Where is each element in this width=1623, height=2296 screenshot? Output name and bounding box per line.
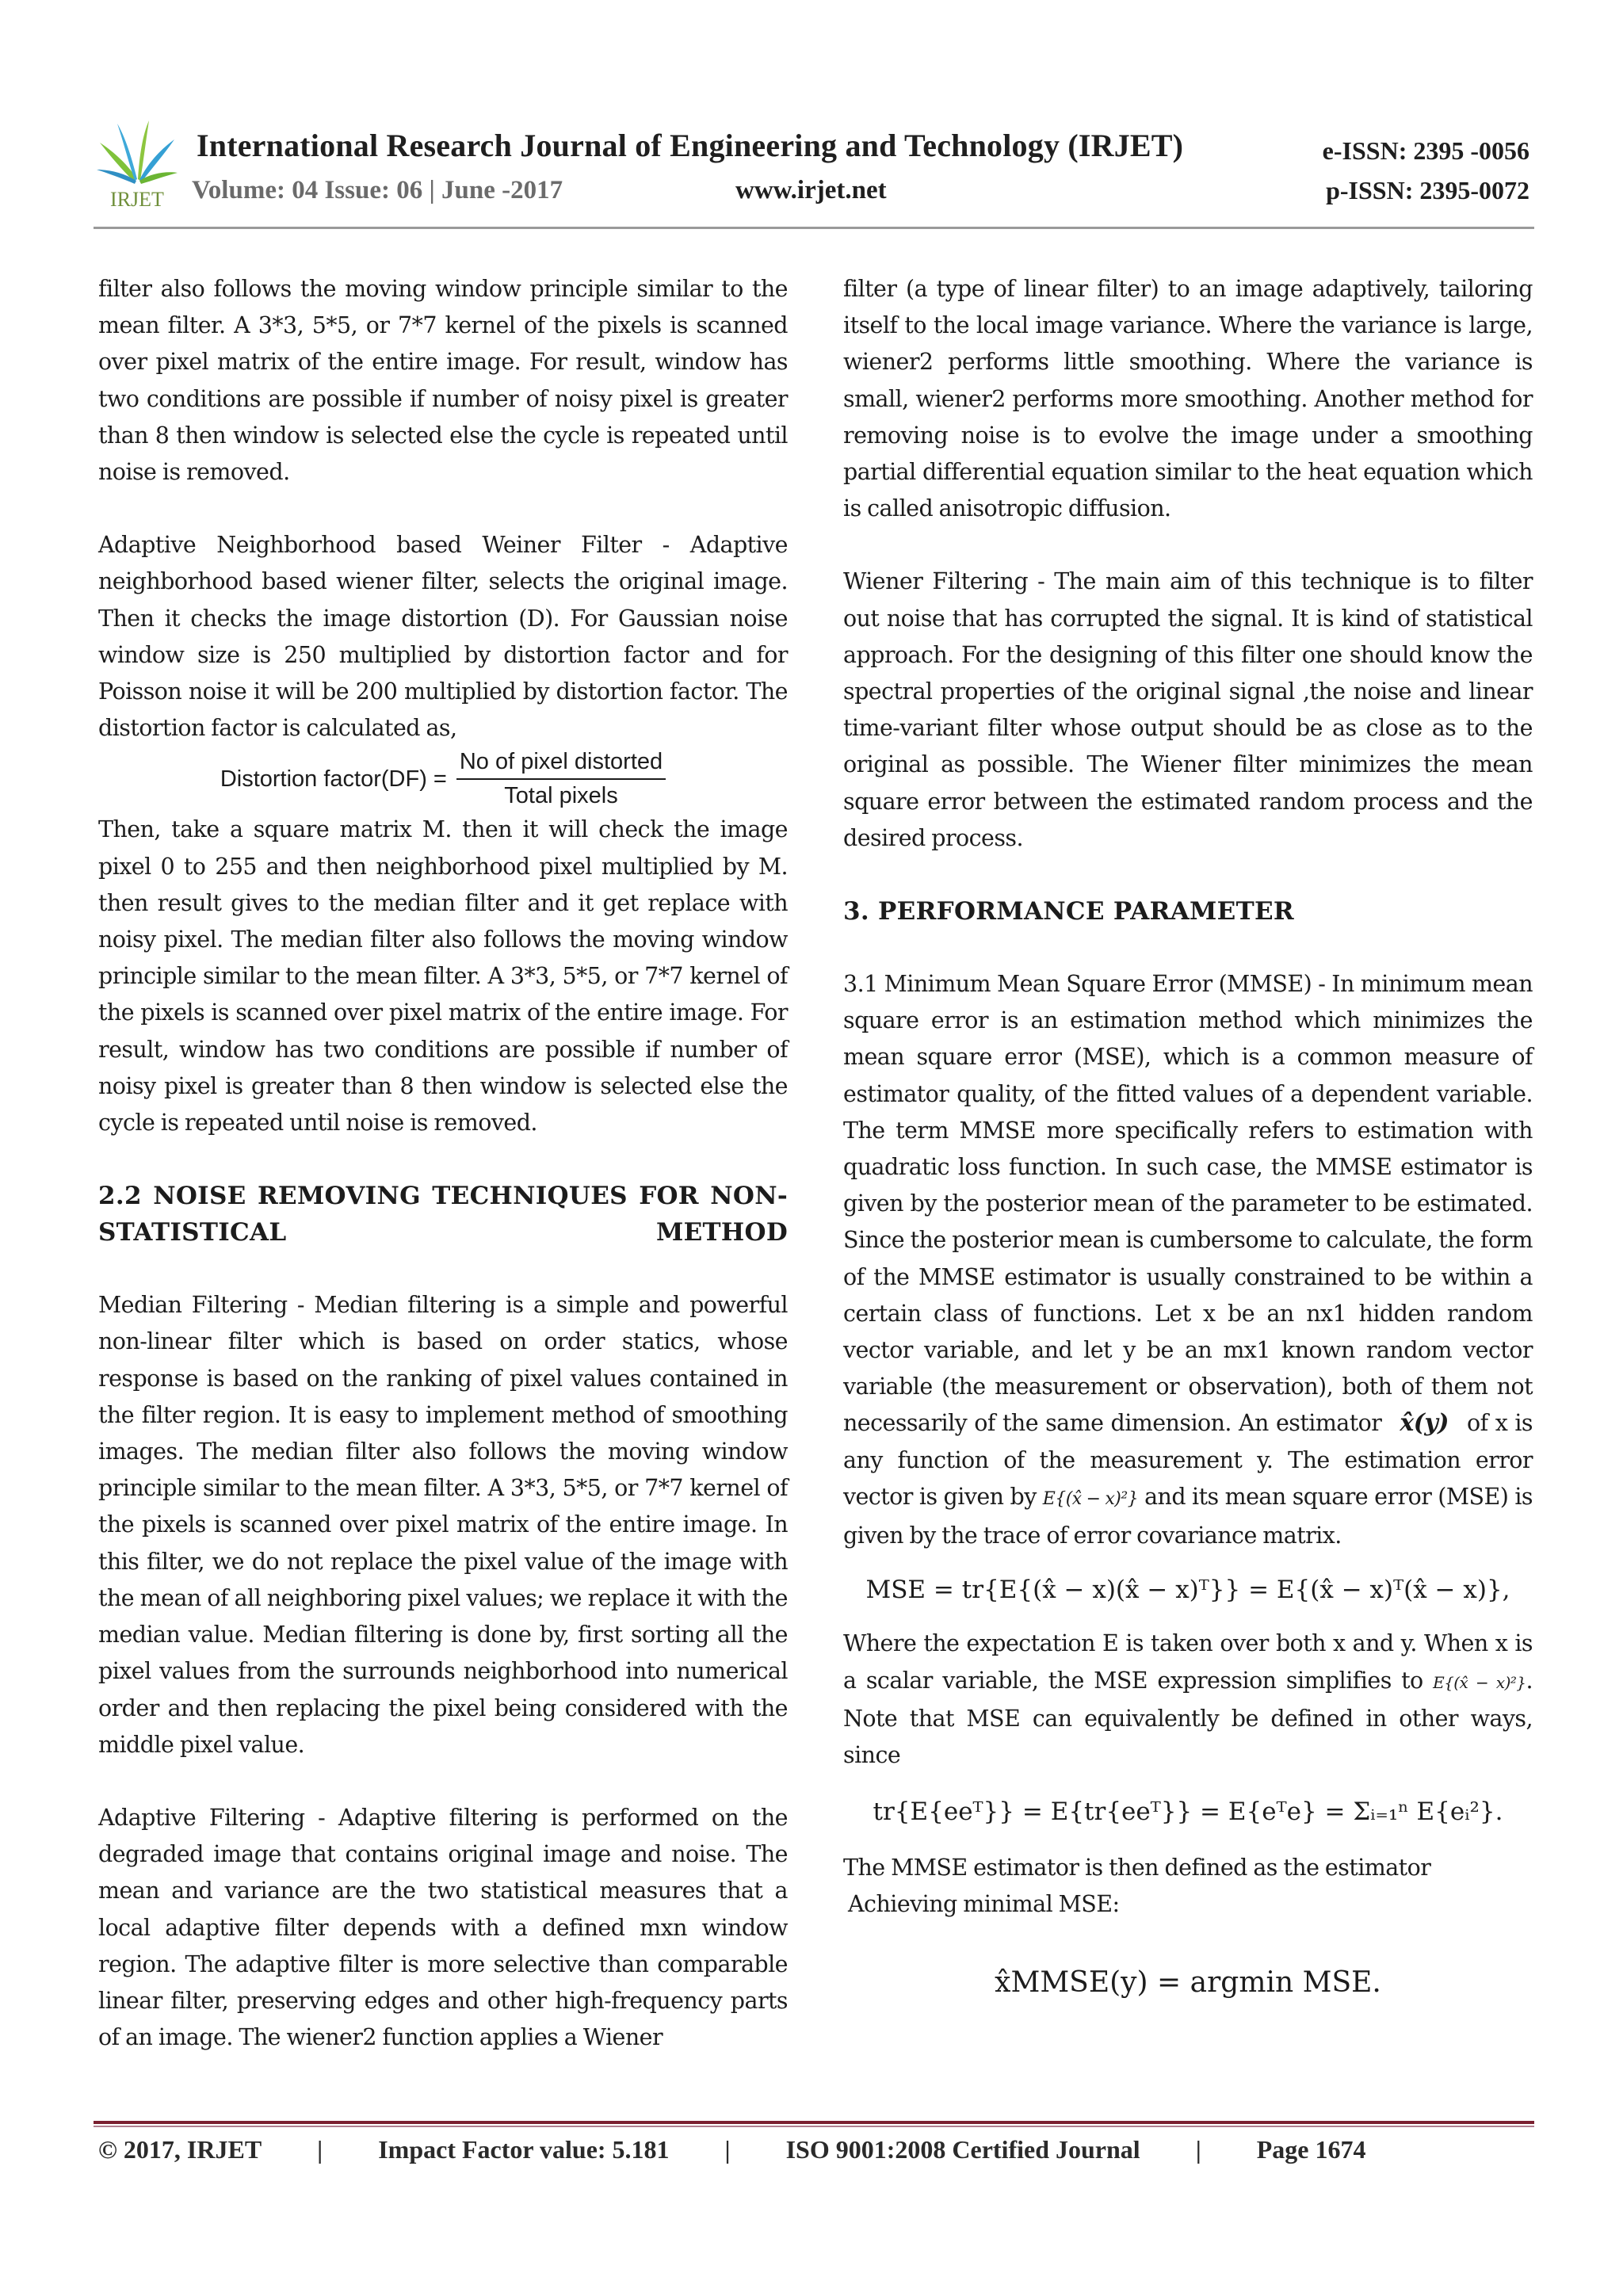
left-column: [98, 271, 788, 2056]
footer-page-number: Page 1674: [1256, 2135, 1366, 2164]
irjet-logo: [94, 117, 181, 211]
footer-divider-thin: [94, 2126, 1534, 2127]
scalar-mse-expression: E{(x̂ − x)²}: [1433, 1672, 1526, 1692]
paragraph-mmse-definition: The MMSE estimator is then defined as the estimator Achieving minimal MSE:: [843, 1855, 1431, 1918]
trace-equation: tr{E{eeᵀ}} = E{tr{eeᵀ}} = E{eᵀe} = Σᵢ₌₁ⁿ E{eᵢ²}.: [873, 1797, 1503, 1827]
footer-separator: |: [317, 2135, 323, 2164]
distortion-factor-equation: [98, 747, 788, 812]
footer-iso: ISO 9001:2008 Certified Journal: [785, 2135, 1140, 2164]
section-heading-3: 3. PERFORMANCE PARAMETER: [843, 897, 1294, 926]
footer: [98, 2135, 1365, 2164]
section-heading-2-2: 2.2 NOISE REMOVING TECHNIQUES FOR NON- STATISTICAL METHOD: [98, 1182, 788, 1247]
paragraph-adaptive-filtering: Adaptive Filtering - Adaptive filtering is performed on the degraded image that contains original image and noise. The mean and variance are the two statistical measures that a local adaptive filter depends with a defined mxn window region. The adaptive filter is more selective than comparable linear filter, preserving edges and other high-frequency parts of an image. The wiener2 function applies a Wiener: [98, 1804, 788, 2051]
df-numerator: No of pixel distorted: [456, 749, 666, 780]
footer-divider: [94, 2121, 1534, 2124]
header-divider: [94, 227, 1534, 229]
e-issn: e-ISSN: 2395 -0056: [1322, 136, 1529, 165]
footer-copyright: © 2017, IRJET: [98, 2135, 262, 2164]
paragraph-median-continued: filter also follows the moving window principle similar to the mean filter. A 3*3, 5*5, or 7*7 kernel of the pixels is scanned over pixel matrix of the entire image. For result, window has two conditions are possible if number of noisy pixel is greater than 8 then window is selected else the cycle is repeated until noise is removed.: [98, 276, 788, 486]
mse-equation: MSE = tr{E{(x̂ − x)(x̂ − x)ᵀ}} = E{(x̂ − x)ᵀ(x̂ − x)},: [865, 1576, 1510, 1605]
svg-text:IRJET: IRJET: [110, 188, 164, 211]
df-denominator: Total pixels: [504, 783, 618, 809]
paragraph-wiener-filtering: Wiener Filtering - The main aim of this technique is to filter out noise that has corrupted the signal. It is kind of statistical approach. For the designing of this filter one should know the spectral properties of the original signal ,the noise and linear time-variant filter whose output should be as close as to the original as possible. The Wiener filter minimizes the mean square error between the estimated random process and the desired process.: [843, 568, 1533, 851]
mmse-equation: x̂MMSE(y) = argmin MSE.: [995, 1966, 1381, 2000]
volume-info: Volume: 04 Issue: 06 | June -2017: [192, 176, 563, 204]
paragraph-median-filtering: Median Filtering - Median filtering is a simple and powerful non-linear filter which is based on order statics, whose response is based on the ranking of pixel values contained in the filter region. It is easy to implement method of smoothing images. The median filter also follows the moving window principle similar to the mean filter. A 3*3, 5*5, or 7*7 kernel of the pixels is scanned over pixel matrix of the entire image. In this filter, we do not replace the pixel value of the image with the mean of all neighboring pixel values; we replace it with the median value. Median filtering is done by, first sorting all the pixel values from the surrounds neighborhood into numerical order and then replacing the pixel being considered with the middle pixel value.: [98, 1292, 788, 1758]
estimator-symbol: x̂(y): [1400, 1409, 1449, 1438]
paragraph-adaptive-neighborhood-weiner: Adaptive Neighborhood based Weiner Filter - Adaptive neighborhood based wiener filter, selects the original image. Then it checks the image distortion (D). For Gaussian noise window size is 250 multiplied by distortion factor and for Poisson noise it will be 200 multiplied by distortion factor. The distortion factor is calculated as,: [98, 532, 788, 742]
footer-separator: |: [1195, 2135, 1201, 2164]
paragraph-square-matrix: Then, take a square matrix M. then it will check the image pixel 0 to 255 and then neighborhood pixel multiplied by M. then result gives to the median filter and it get replace with noisy pixel. The median filter also follows the moving window principle similar to the mean filter. A 3*3, 5*5, or 7*7 kernel of the pixels is scanned over pixel matrix of the entire image. For result, window has two conditions are possible if number of noisy pixel is greater than 8 then window is selected else the cycle is repeated until noise is removed.: [98, 816, 788, 1137]
footer-separator: |: [724, 2135, 731, 2164]
right-column: [843, 271, 1533, 2042]
df-label: Distortion factor(DF) =: [220, 766, 447, 792]
error-expression: E{(x̂ − x)²}: [1042, 1488, 1139, 1509]
paragraph-mmse: 3.1 Minimum Mean Square Error (MMSE) - In minimum mean square error is an estimation method which minimizes the mean square error (MSE), which is a common measure of estimator quality, of the fitted values of a dependent variable. The term MMSE more specifically refers to estimation with quadratic loss function. In such case, the MMSE estimator is given by the posterior mean of the parameter to be estimated. Since the posterior mean is cumbersome to calculate, the form of the MMSE estimator is usually constrained to be within a certain class of functions. Let x be an nx1 hidden random vector variable, and let y be an mx1 known random vector variable (the measurement or observation), both of them not necessarily of the same dimension. An estimator x̂(y) of x is any function of the measurement y. The estimation error vector is given by E{(x̂ − x)²} and its mean square error (MSE) is given by the trace of error covariance matrix.: [843, 971, 1533, 1549]
paragraph-expectation: Where the expectation E is taken over both x and y. When x is a scalar variable, the MSE expression simplifies to E{(x̂ − x)²}. Note that MSE can equivalently be defined in other ways, since: [843, 1630, 1533, 1768]
p-issn: p-ISSN: 2395-0072: [1326, 176, 1529, 204]
paragraph-wiener2-continued: filter (a type of linear filter) to an image adaptively, tailoring itself to the local image variance. Where the variance is large, wiener2 performs little smoothing. Where the variance is small, wiener2 performs more smoothing. Another method for removing noise is to evolve the image under a smoothing partial differential equation similar to the heat equation which is called anisotropic diffusion.: [843, 276, 1533, 522]
journal-website-link[interactable]: www.irjet.net: [735, 176, 887, 204]
journal-title: International Research Journal of Engineering and Technology (IRJET): [197, 128, 1184, 163]
footer-impact-factor: Impact Factor value: 5.181: [378, 2135, 670, 2164]
